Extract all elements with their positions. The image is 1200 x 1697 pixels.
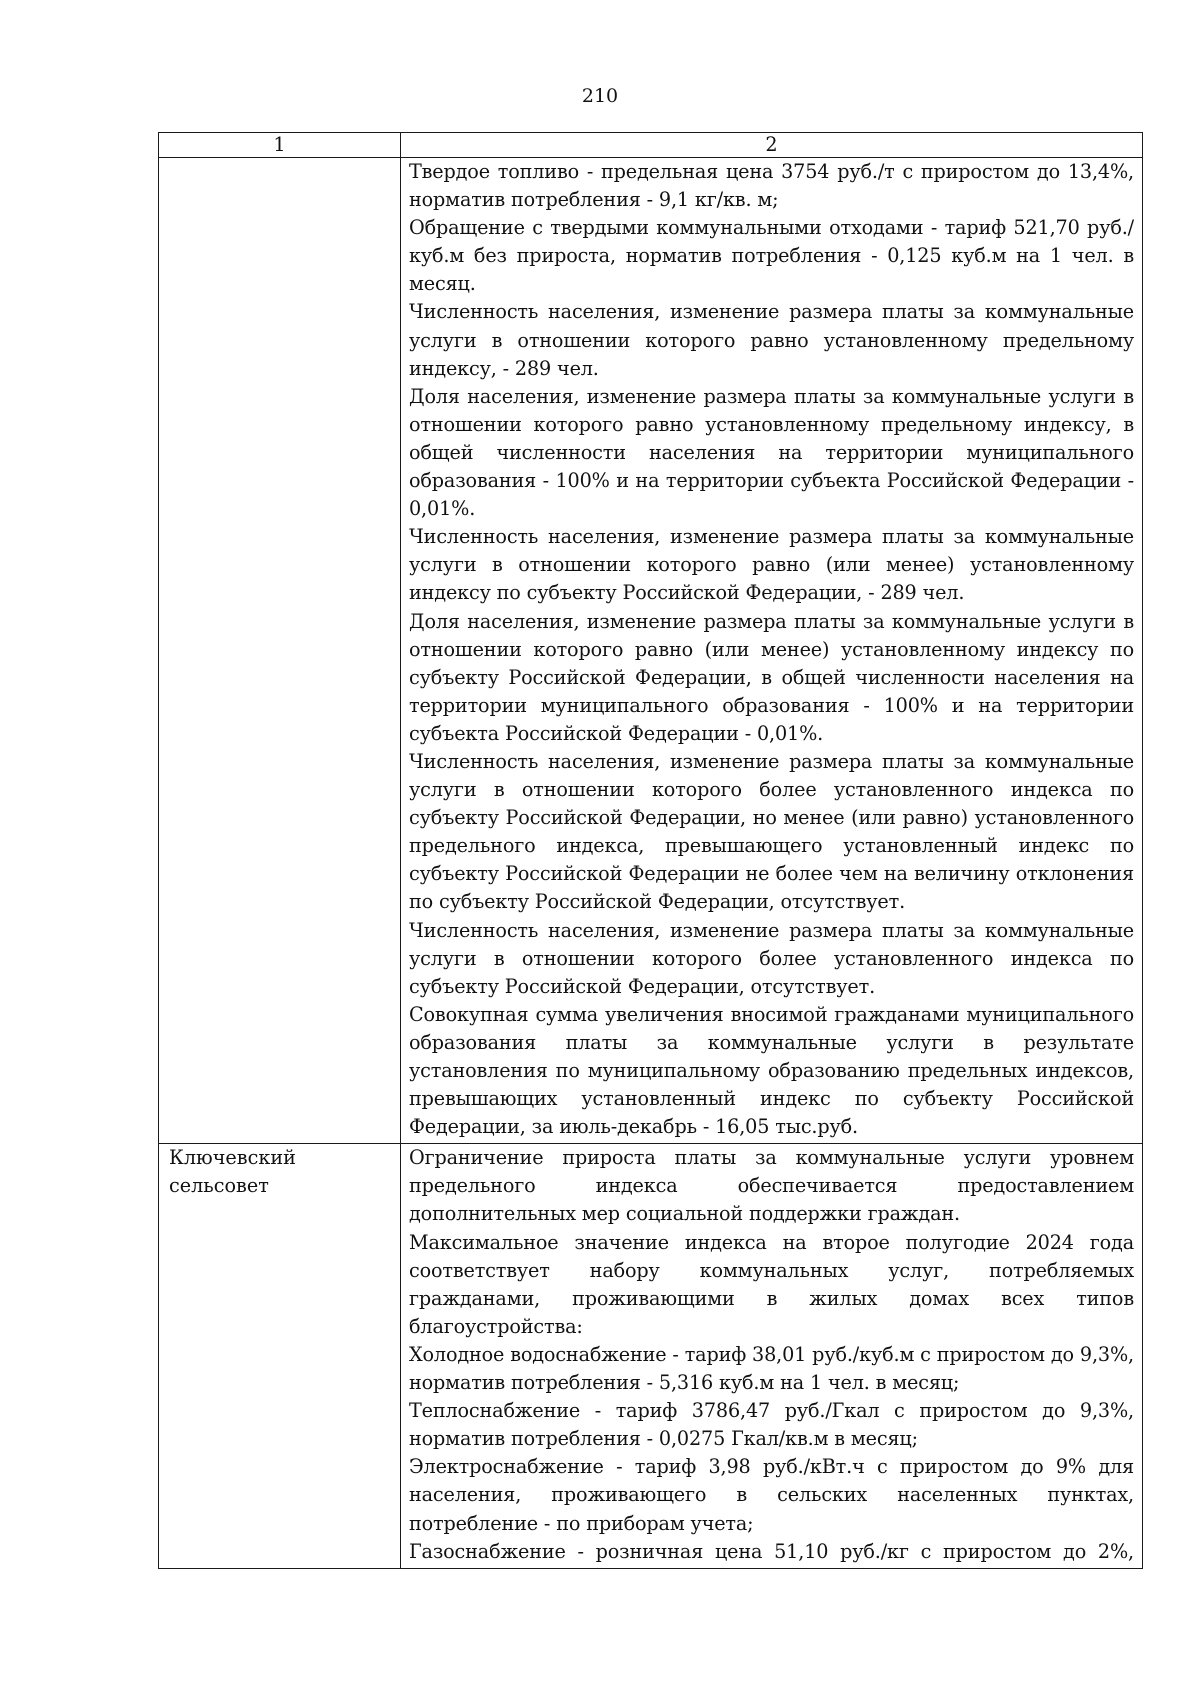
paragraph-share-equal-limit: Доля населения, изменение размера платы за коммунальные услуги в отношении которого равно установленному предельному индексу, в общей численности населения на территории муниципального образования - 100% и на территории субъекта Российской Федерации - 0,01%. (409, 384, 1134, 521)
table-row (159, 158, 1143, 1144)
paragraph-total-increase: Совокупная сумма увеличения вносимой гражданами муниципального образования платы за коммунальные услуги в результате установления по муниципальному образованию предельных индексов, превышающих установленный индекс по субъекту Российской Федерации, за июль-декабрь - 16,05 тыс.руб. (409, 1002, 1134, 1139)
paragraph-solid-fuel: Твердое топливо - предельная цена 3754 руб./т с приростом до 13,4%, норматив потребления - 9,1 кг/кв. м; (409, 160, 1134, 212)
description-cell (401, 1144, 1143, 1568)
paragraph-heat-supply: Теплоснабжение - тариф 3786,47 руб./Гкал с приростом до 9,3%, норматив потребления - 0,0275 Гкал/кв.м в месяц; (409, 1399, 1134, 1451)
paragraph-population-equal-limit: Численность населения, изменение размера платы за коммунальные услуги в отношении которого равно установленному предельному индексу, - 289 чел. (409, 300, 1134, 380)
column-header-2: 2 (401, 133, 1143, 158)
description-cell (401, 158, 1143, 1144)
municipality-name-cell: Ключевский сельсовет (159, 1144, 401, 1568)
paragraph-population-above-regional: Численность населения, изменение размера платы за коммунальные услуги в отношении которого более установленного индекса по субъекту Российской Федерации, отсутствует. (409, 918, 1134, 998)
paragraph-growth-limit: Ограничение прироста платы за коммунальные услуги уровнем предельного индекса обеспечивается предоставлением дополнительных мер социальной поддержки граждан. (409, 1146, 1134, 1226)
paragraph-population-above-regional-below-limit: Численность населения, изменение размера платы за коммунальные услуги в отношении которого более установленного индекса по субъекту Российской Федерации, но менее (или равно) установленного предельного индекса, превышающего установленный индекс по субъекту Российской Федерации не более чем на величину отклонения по субъекту Российской Федерации, отсутствует. (409, 749, 1134, 914)
page-number: 210 (581, 85, 619, 107)
paragraph-electricity: Электроснабжение - тариф 3,98 руб./кВт.ч с приростом до 9% для населения, проживающего в сельских населенных пунктах, потребление - по приборам учета; (409, 1455, 1134, 1535)
paragraph-cold-water: Холодное водоснабжение - тариф 38,01 руб./куб.м с приростом до 9,3%, норматив потребления - 5,316 куб.м на 1 чел. в месяц; (409, 1342, 1134, 1395)
table-header-row (159, 133, 1143, 158)
document-table (158, 132, 1143, 1569)
paragraph-max-index: Максимальное значение индекса на второе полугодие 2024 года соответствует набору коммунальных услуг, потребляемых гражданами, проживающими в жилых домах всех типов благоустройства: (409, 1230, 1134, 1338)
paragraph-population-equal-regional: Численность населения, изменение размера платы за коммунальные услуги в отношении которого равно (или менее) установленному индексу по субъекту Российской Федерации, - 289 чел. (409, 525, 1134, 605)
municipality-name-cell (159, 158, 401, 1144)
paragraph-gas-supply: Газоснабжение - розничная цена 51,10 руб./кг с приростом до 2%, (409, 1539, 1134, 1563)
paragraph-waste-management: Обращение с твердыми коммунальными отходами - тариф 521,70 руб./куб.м без прироста, норматив потребления - 0,125 куб.м на 1 чел. в месяц. (409, 216, 1134, 296)
column-header-1: 1 (159, 133, 401, 158)
table-row (159, 1144, 1143, 1568)
paragraph-share-equal-regional: Доля населения, изменение размера платы за коммунальные услуги в отношении которого равно (или менее) установленному индексу по субъекту Российской Федерации, в общей численности населения на территории муниципального образования - 100% и на территории субъекта Российской Федерации - 0,01%. (409, 609, 1134, 745)
